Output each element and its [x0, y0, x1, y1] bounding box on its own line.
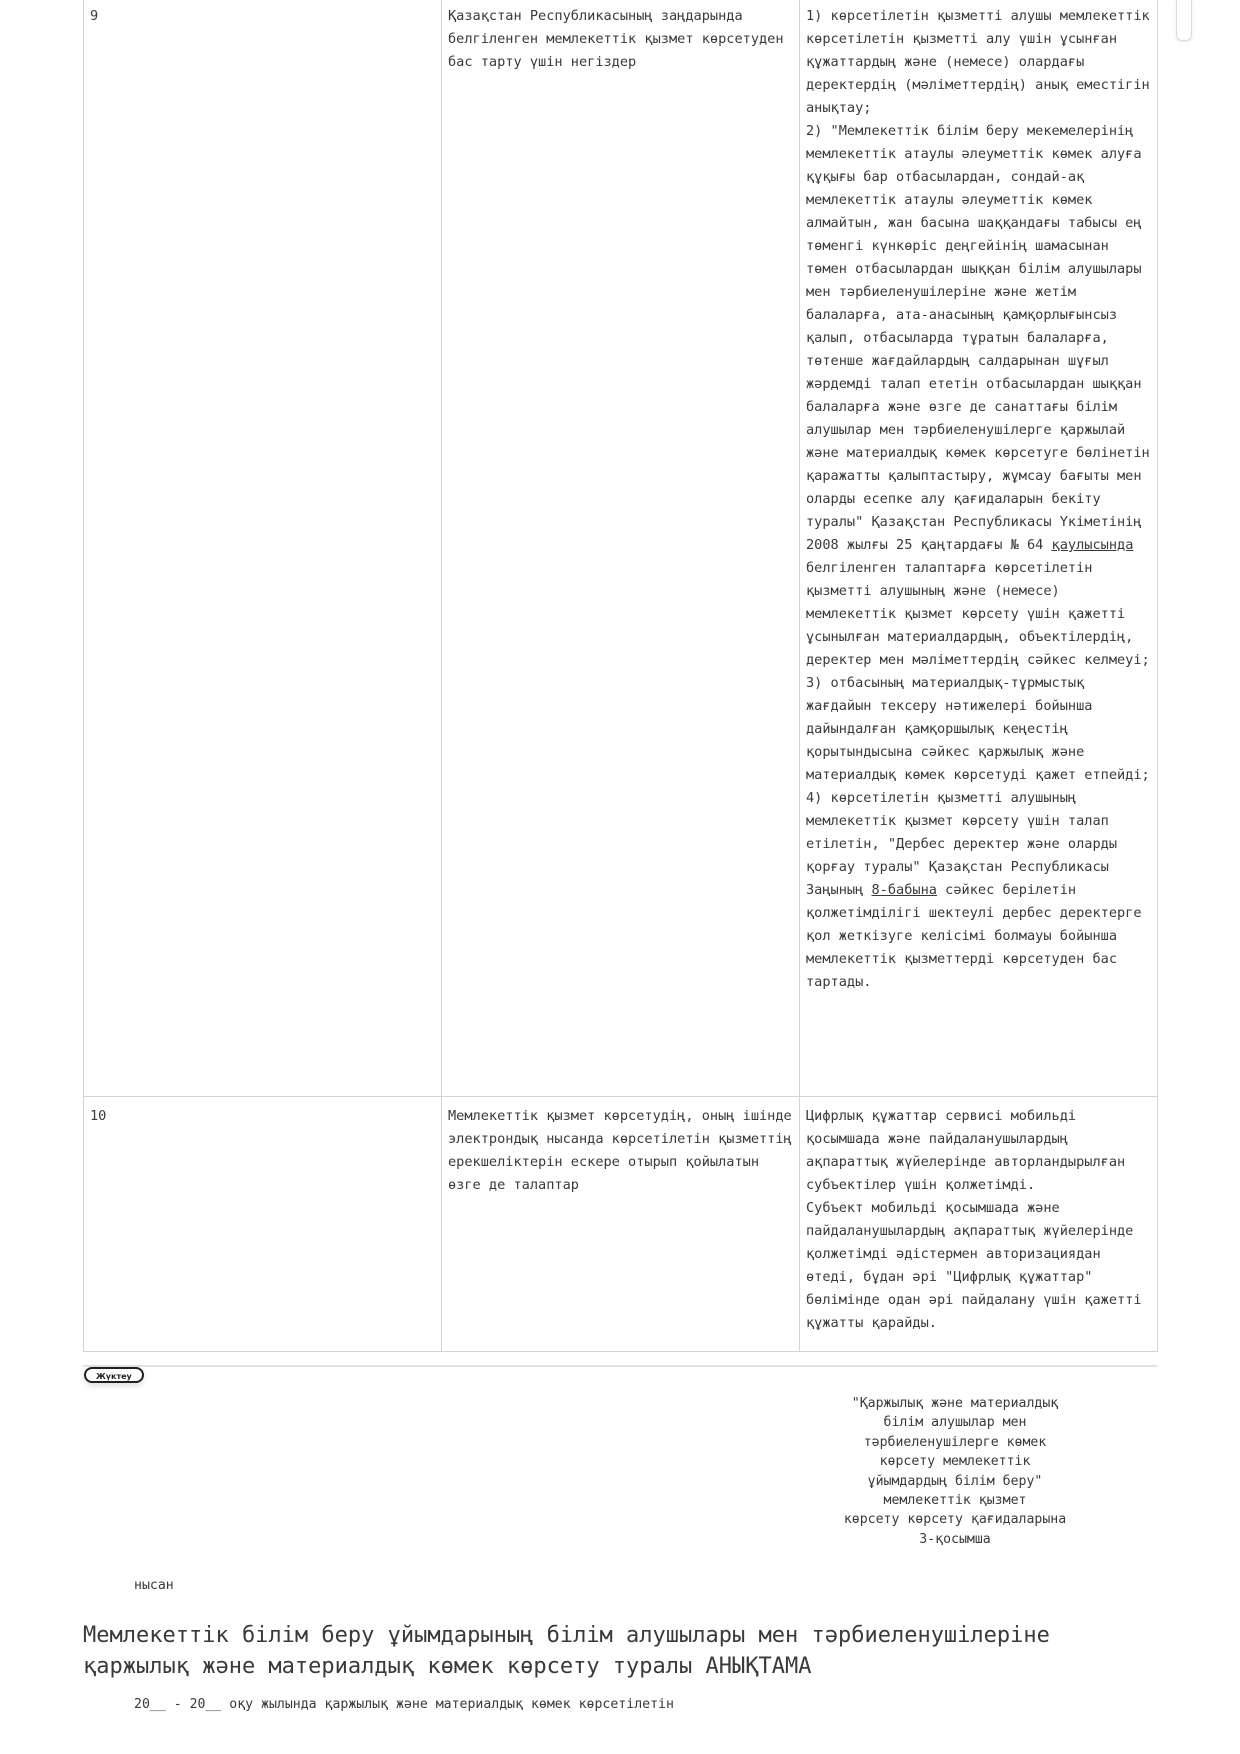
page-scroll-tab[interactable]: [1176, 0, 1192, 41]
decree-link[interactable]: қаулысында: [1051, 537, 1134, 553]
refusal-ground-2-text-end: белгіленген талаптарға көрсетілетін қызметті алушының және (немесе) мемлекеттік қызмет көрсету үшін қажетті ұсынылған материалдардың, объектілердің, деректер мен мәліметтердің сәйкес келмеуі;: [806, 560, 1150, 668]
row-number: 10: [84, 1097, 442, 1352]
row-criterion: Қазақстан Республикасының заңдарында белгіленген мемлекеттік қызмет көрсетуден бас тарту үшін негіздер: [442, 0, 800, 1097]
appendix-line: ұйымдардың білім беру": [867, 1473, 1043, 1489]
title-line-2: қаржылық және материалдық көмек көрсету туралы АНЫҚТАМА: [83, 1654, 812, 1679]
digital-docs-paragraph-2: Субъект мобильді қосымшада және пайдаланушылардың ақпараттық жүйелерінде қолжетімді әдістермен авторизациядан өтеді, бұдан әрі "Цифрлық құжаттар" бөлімінде одан әрі пайдалану үшін қажетті құжатты қарайды.: [806, 1200, 1142, 1331]
table-row: [84, 1097, 1158, 1352]
document-title: [83, 1620, 1163, 1682]
table-bottom-border: [83, 1365, 1157, 1367]
row-details: [800, 0, 1158, 1097]
document-subtitle: 20__ - 20__ оқу жылында қаржылық және материалдық көмек көрсетілетін: [134, 1697, 674, 1712]
refusal-ground-2: [806, 120, 1151, 672]
row-number: 9: [84, 0, 442, 1097]
refusal-ground-3: 3) отбасының материалдық-тұрмыстық жағдайын тексеру нәтижелері бойынша дайындалған қамқоршылық кеңестің қорытындысына сәйкес қаржылық және материалдық көмек көрсетуді қажет етпейді;: [806, 675, 1150, 783]
appendix-reference: [810, 1394, 1100, 1549]
appendix-line: көрсету мемлекеттік: [879, 1454, 1031, 1470]
download-button[interactable]: Жүктеу: [84, 1367, 144, 1383]
row-details: [800, 1097, 1158, 1352]
appendix-line: мемлекеттік қызмет: [883, 1493, 1027, 1509]
refusal-ground-4-text: 4) көрсетілетін қызметті алушының мемлекеттік қызмет көрсету үшін талап етілетін, "Дербес деректер және оларды қорғау туралы" Қазақстан Республикасы Заңының: [806, 790, 1117, 898]
service-standard-table: [83, 0, 1158, 1352]
article-link[interactable]: 8-бабына: [871, 882, 937, 898]
table-row: [84, 0, 1158, 1097]
row-criterion: Мемлекеттік қызмет көрсетудің, оның ішінде электрондық нысанда көрсетілетін қызметтің ерекшеліктерін ескере отырып қойылатын өзге де талаптар: [442, 1097, 800, 1352]
refusal-ground-4-text-end: сәйкес берілетін қолжетімділігі шектеулі дербес деректерге қол жеткізуге келісімі болмауы бойынша мемлекеттік қызметтерді көрсетуден бас тартады.: [806, 882, 1142, 990]
digital-docs-paragraph-1: Цифрлық құжаттар сервисі мобильді қосымшада және пайдаланушылардың ақпараттық жүйелерінде авторландырылған субъектілер үшін қолжетімді.: [806, 1108, 1126, 1193]
appendix-line: "Қаржылық және материалдық: [851, 1396, 1059, 1411]
refusal-ground-4: [806, 787, 1151, 994]
appendix-line: 3-қосымша: [919, 1531, 991, 1547]
title-line-1: Мемлекеттік білім беру ұйымдарының білім алушылары мен тәрбиеленушілеріне: [83, 1623, 1050, 1648]
form-label: нысан: [134, 1578, 174, 1593]
appendix-line: білім алушылар мен: [883, 1415, 1027, 1431]
appendix-line: көрсету көрсету қағидаларына: [843, 1512, 1067, 1528]
refusal-ground-2-text: 2) "Мемлекеттік білім беру мекемелерінің мемлекеттік атаулы әлеуметтік көмек алуға құқығы бар отбасылардан, сондай-ақ мемлекеттік атаулы әлеуметтік көмек алмайтын, жан басына шаққандағы табысы ең төменгі күнкөріс деңгейінің шамасынан төмен отбасылардан шыққан білім алушылары мен тәрбиеленушілеріне және жетім балаларға, ата-анасының қамқорлығынсыз қалып, отбасыларда тұратын балаларға, төтенше жағдайлардың салдарынан шұғыл жәрдемді талап ететін отбасылардан шыққан балаларға және өзге де санаттағы білім алушылар мен тәрбиеленушілерге қаржылай және материалдық көмек көрсетуге бөлінетін қаражатты қалыптастыру, жұмсау бағыты мен оларды есепке алу қағидаларын бекіту туралы" Қазақстан Республикасы Үкіметінің 2008 жылғы 25 қаңтардағы № 64: [806, 123, 1150, 553]
appendix-line: тәрбиеленушілерге көмек: [863, 1434, 1047, 1450]
refusal-ground-1: 1) көрсетілетін қызметті алушы мемлекеттік көрсетілетін қызметті алу үшін ұсынған құжаттардың және (немесе) олардағы деректердің (мәліметтердің) анық еместігін анықтау;: [806, 8, 1150, 116]
